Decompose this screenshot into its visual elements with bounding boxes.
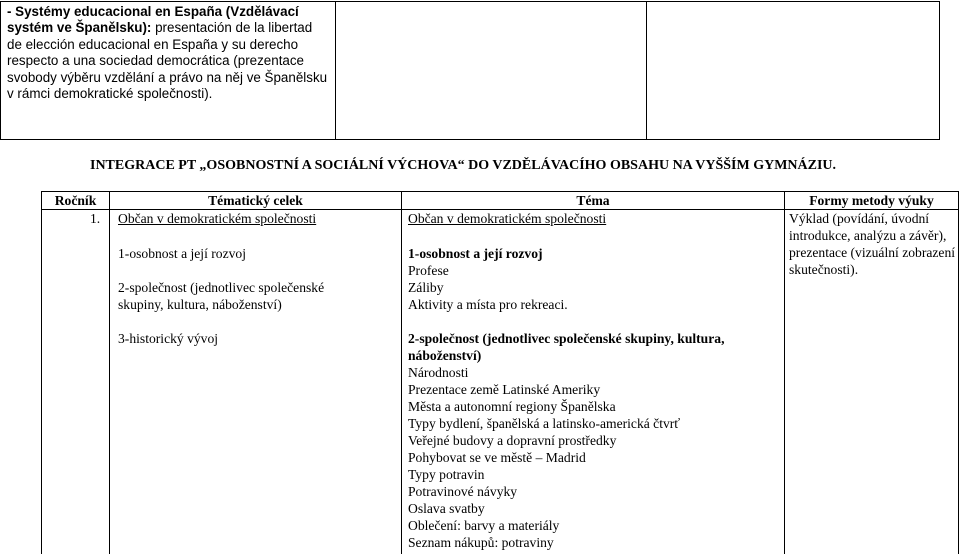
list-item: Potravinové návyky — [408, 484, 518, 499]
tema-section-2-list — [408, 364, 778, 551]
table-border-top — [41, 191, 959, 192]
celek-title: Občan v demokratickém společnosti — [118, 211, 317, 226]
row-rocnik: 1. — [90, 211, 101, 226]
tema-section-1-item: Záliby — [408, 280, 444, 295]
table-col-divider-1 — [109, 191, 110, 554]
list-item: Veřejné budovy a dopravní prostředky — [408, 433, 617, 448]
table-border-left — [41, 191, 42, 554]
top-cell-bold-text: - Systémy educacional en España (Vzdělávací systém ve Španělsku): — [7, 4, 299, 36]
list-item: Města a autonomní regiony Španělska — [408, 399, 616, 414]
table-col-divider-3 — [784, 191, 785, 554]
top-table-divider-1 — [335, 1, 336, 140]
list-item: Národnosti — [408, 365, 469, 380]
tema-section-1-item: Aktivity a místa pro rekreaci. — [408, 297, 568, 312]
top-table-cell — [7, 4, 329, 102]
top-cell-text: presentación de la libertad de elección educacional en España y su derecho respecto a una sociedad democrática (prezentace svobody výběru vzdělání a právo na něj ve Španělsku v rámci demokratické společnosti). — [7, 20, 328, 102]
top-table-border-bottom — [0, 139, 940, 140]
list-item: Pohybovat se ve městě – Madrid — [408, 450, 586, 465]
celek-item-3: 3-historický vývoj — [118, 331, 219, 346]
header-formy: Formy metody výuky — [809, 193, 934, 208]
top-table-border-right — [939, 1, 940, 140]
formy-text: Výklad (povídání, úvodní introdukce, analýzu a závěr), prezentace (vizuální zobrazení skutečnosti). — [789, 211, 956, 277]
list-item: Prezentace země Latinské Ameriky — [408, 382, 601, 397]
header-rocnik: Ročník — [54, 193, 97, 208]
list-item: Oblečení: barvy a materiály — [408, 518, 560, 533]
table-border-right — [958, 191, 959, 554]
tema-section-2-title: 2-společnost (jednotlivec společenské skupiny, kultura, náboženství) — [408, 331, 725, 363]
header-celek: Tématický celek — [208, 193, 303, 208]
top-table-border-top — [0, 1, 940, 2]
top-table-border-left — [0, 1, 1, 140]
celek-item-1: 1-osobnost a její rozvoj — [118, 246, 246, 261]
table-col-divider-2 — [401, 191, 402, 554]
top-table-divider-2 — [646, 1, 647, 140]
list-item: Oslava svatby — [408, 501, 485, 516]
header-tema: Téma — [576, 193, 610, 208]
list-item: Typy bydlení, španělská a latinsko-americká čtvrť — [408, 416, 681, 431]
list-item: Typy potravin — [408, 467, 485, 482]
tema-section-1-item: Profese — [408, 263, 449, 278]
tema-title: Občan v demokratickém společnosti — [408, 211, 607, 226]
list-item: Seznam nákupů: potraviny — [408, 535, 554, 550]
page-title: INTEGRACE PT „OSOBNOSTNÍ A SOCIÁLNÍ VÝCHOVA“ DO VZDĚLÁVACÍHO OBSAHU NA VYŠŠÍM GYMNÁZIU. — [90, 158, 837, 173]
celek-item-2: 2-společnost (jednotlivec společenské skupiny, kultura, náboženství) — [118, 280, 325, 312]
tema-section-1-title: 1-osobnost a její rozvoj — [408, 246, 543, 261]
